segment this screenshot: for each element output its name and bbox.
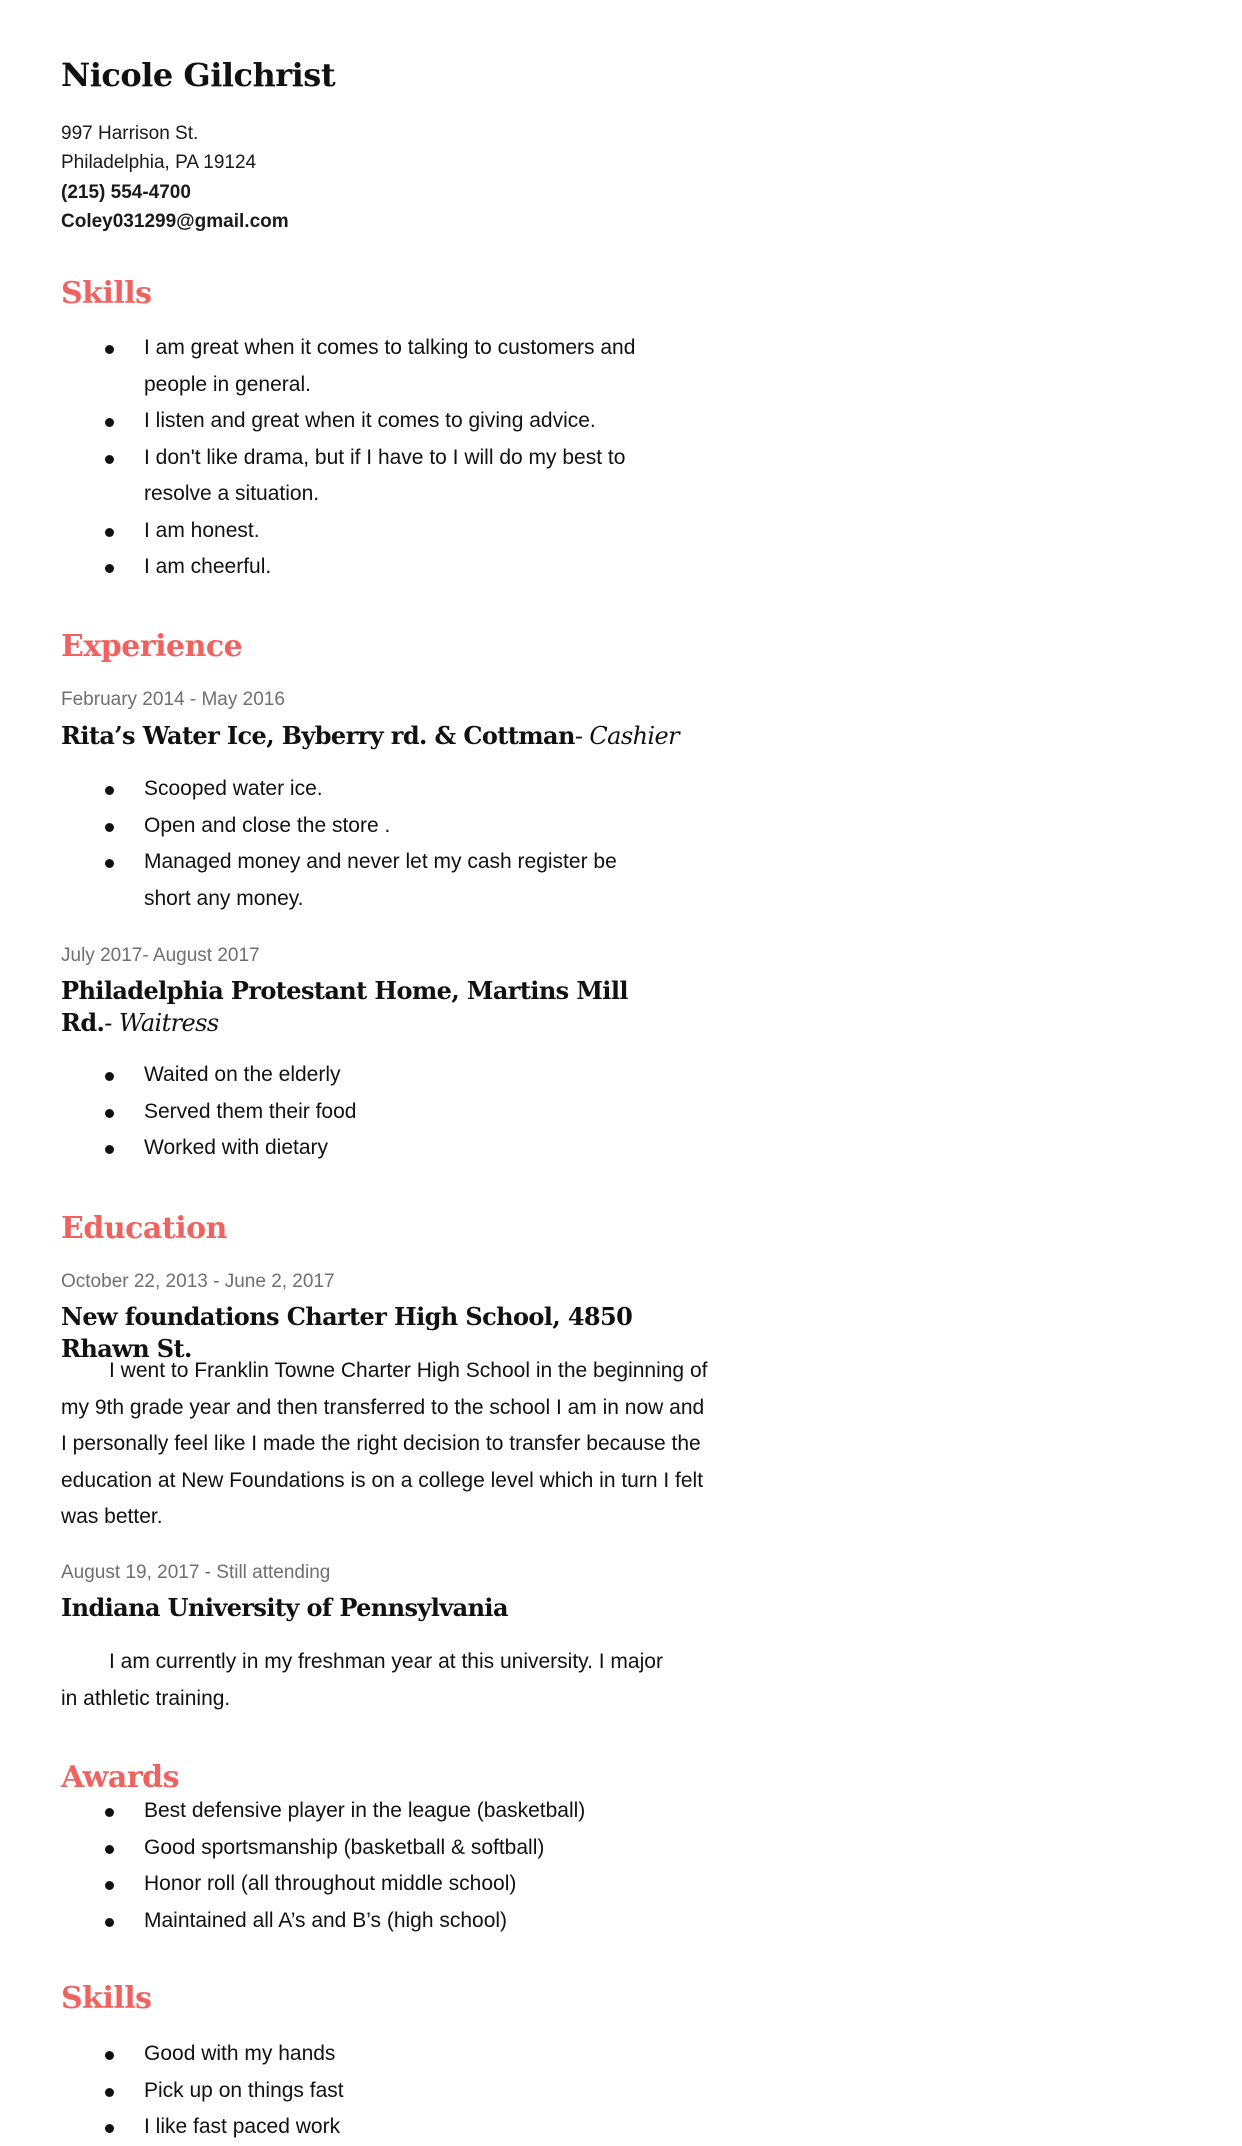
section-heading-education: Education — [61, 1211, 227, 1246]
job-dates: February 2014 - May 2016 — [61, 689, 285, 710]
job-title — [61, 975, 661, 1039]
job-title — [61, 720, 721, 752]
email-address: Coley031299@gmail.com — [61, 210, 289, 232]
address-line-2: Philadelphia, PA 19124 — [61, 152, 257, 174]
employer-name: Philadelphia Protestant Home, Martins Mill Rd. — [61, 976, 628, 1037]
bullet-icon — [105, 1145, 114, 1154]
skills-list — [61, 330, 681, 586]
school-description: I went to Franklin Towne Charter High School in the beginning of my 9th grade year and then transferred to the school I am in now and I personally feel like I made the right decision to transfer because the education at New Foundations is on a college level which in turn I felt was better. — [61, 1359, 708, 1528]
separator: - — [104, 1009, 119, 1037]
separator: - — [574, 722, 590, 750]
list-item: I like fast paced work — [61, 2109, 701, 2146]
bullet-icon — [105, 1845, 114, 1854]
list-item: I am great when it comes to talking to customers and people in general. — [61, 330, 681, 403]
bullet-icon — [105, 345, 114, 354]
school-dates: October 22, 2013 - June 2, 2017 — [61, 1271, 335, 1292]
list-item: Served them their food — [61, 1094, 701, 1131]
school-name: New foundations Charter High School, 4850 Rhawn St. — [61, 1302, 633, 1363]
list-item: Honor roll (all throughout middle school) — [61, 1866, 701, 1903]
school-name: Indiana University of Pennsylvania — [61, 1593, 508, 1622]
school-dates: August 19, 2017 - Still attending — [61, 1562, 331, 1583]
bullet-icon — [105, 859, 114, 868]
bullet-icon — [105, 1808, 114, 1817]
bullet-icon — [105, 418, 114, 427]
address-line-1: 997 Harrison St. — [61, 123, 199, 144]
bullet-icon — [105, 564, 114, 573]
section-heading-skills: Skills — [61, 276, 152, 311]
list-item: Scooped water ice. — [61, 771, 661, 808]
job-bullets — [61, 1057, 701, 1167]
section-heading-awards: Awards — [61, 1760, 179, 1795]
bullet-icon — [105, 823, 114, 832]
bullet-icon — [105, 528, 114, 537]
awards-list — [61, 1793, 701, 1939]
list-item: I listen and great when it comes to giving advice. — [61, 403, 681, 440]
list-item: Worked with dietary — [61, 1130, 701, 1167]
list-item: Managed money and never let my cash register be short any money. — [61, 844, 661, 917]
list-item: Open and close the store . — [61, 808, 661, 845]
section-heading-skills-2: Skills — [61, 1981, 152, 2016]
bullet-icon — [105, 1109, 114, 1118]
list-item: I am cheerful. — [61, 549, 681, 586]
bullet-icon — [105, 2088, 114, 2097]
list-item: Pick up on things fast — [61, 2073, 701, 2110]
school-description: I am currently in my freshman year at this university. I major in athletic training. — [61, 1650, 663, 1710]
skills-list-2 — [61, 2036, 701, 2146]
bullet-icon — [105, 1881, 114, 1890]
job-role: Waitress — [118, 1009, 219, 1037]
list-item: I am honest. — [61, 513, 681, 550]
bullet-icon — [105, 2051, 114, 2060]
job-role: Cashier — [589, 722, 679, 750]
job-dates: July 2017- August 2017 — [61, 945, 260, 966]
bullet-icon — [105, 1918, 114, 1927]
list-item: I don't like drama, but if I have to I will do my best to resolve a situation. — [61, 440, 681, 513]
bullet-icon — [105, 455, 114, 464]
job-bullets — [61, 771, 661, 917]
bullet-icon — [105, 1072, 114, 1081]
list-item: Waited on the elderly — [61, 1057, 701, 1094]
candidate-name: Nicole Gilchrist — [61, 56, 336, 94]
section-heading-experience: Experience — [61, 629, 243, 664]
list-item: Good sportsmanship (basketball & softball) — [61, 1830, 701, 1867]
contact-block — [61, 119, 289, 236]
list-item: Maintained all A’s and B’s (high school) — [61, 1903, 701, 1940]
list-item: Best defensive player in the league (basketball) — [61, 1793, 701, 1830]
phone-number: (215) 554-4700 — [61, 181, 191, 203]
employer-name: Rita’s Water Ice, Byberry rd. & Cottman — [61, 721, 575, 750]
list-item: Good with my hands — [61, 2036, 701, 2073]
bullet-icon — [105, 2124, 114, 2133]
bullet-icon — [105, 786, 114, 795]
